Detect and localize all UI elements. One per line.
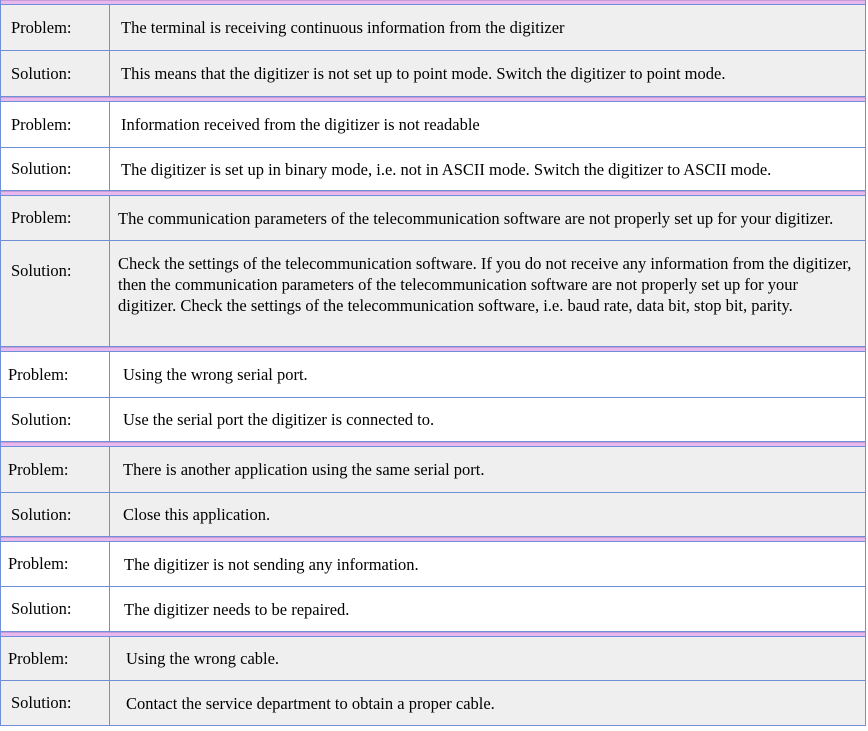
problem-label: Problem:: [0, 447, 110, 492]
problem-row: [0, 196, 866, 241]
solution-text: The digitizer needs to be repaired.: [124, 599, 350, 619]
solution-text: Use the serial port the digitizer is connected to.: [123, 410, 435, 429]
solution-text: Contact the service department to obtain a proper cable.: [126, 693, 495, 713]
solution-row: [0, 148, 866, 191]
solution-label: Solution:: [0, 587, 110, 631]
problem-text: Information received from the digitizer is not readable: [121, 115, 480, 134]
problem-label: Problem:: [0, 637, 110, 680]
solution-row: [0, 398, 866, 442]
solution-row: [0, 493, 866, 537]
problem-text: The terminal is receiving continuous information from the digitizer: [121, 18, 565, 37]
problem-text: Using the wrong serial port.: [123, 365, 308, 384]
problem-label: Problem:: [0, 5, 110, 50]
problem-row: [0, 102, 866, 148]
problem-label: Problem:: [0, 352, 110, 397]
problem-row: [0, 352, 866, 398]
problem-row: [0, 447, 866, 493]
solution-label: Solution:: [0, 241, 110, 346]
solution-text: The digitizer is set up in binary mode, i.e. not in ASCII mode. Switch the digitizer to ASCII mode.: [121, 159, 772, 179]
problem-row: [0, 5, 866, 51]
solution-text: Check the settings of the telecommunication software. If you do not receive any information from the digitizer, then the communication parameters of the telecommunication software are not properly set up for your digitizer. Check the settings of the telecommunication software, i.e. baud rate, data bit, stop bit, parity.: [118, 254, 852, 315]
solution-text: Close this application.: [123, 505, 271, 524]
problem-text: Using the wrong cable.: [126, 649, 280, 668]
solution-row: [0, 587, 866, 632]
problem-text: There is another application using the same serial port.: [123, 460, 485, 479]
solution-row: [0, 51, 866, 97]
problem-label: Problem:: [0, 196, 110, 240]
problem-row: [0, 637, 866, 681]
solution-label: Solution:: [0, 51, 110, 96]
solution-label: Solution:: [0, 398, 110, 441]
problem-label: Problem:: [0, 542, 110, 586]
problem-row: [0, 542, 866, 587]
solution-row: [0, 681, 866, 726]
solution-text: This means that the digitizer is not set up to point mode. Switch the digitizer to point mode.: [121, 64, 726, 83]
solution-label: Solution:: [0, 148, 110, 190]
solution-row: [0, 241, 866, 347]
solution-label: Solution:: [0, 681, 110, 725]
problem-text: The communication parameters of the telecommunication software are not properly set up for your digitizer.: [118, 208, 834, 228]
problem-text: The digitizer is not sending any information.: [124, 554, 419, 574]
problem-label: Problem:: [0, 102, 110, 147]
solution-label: Solution:: [0, 493, 110, 536]
